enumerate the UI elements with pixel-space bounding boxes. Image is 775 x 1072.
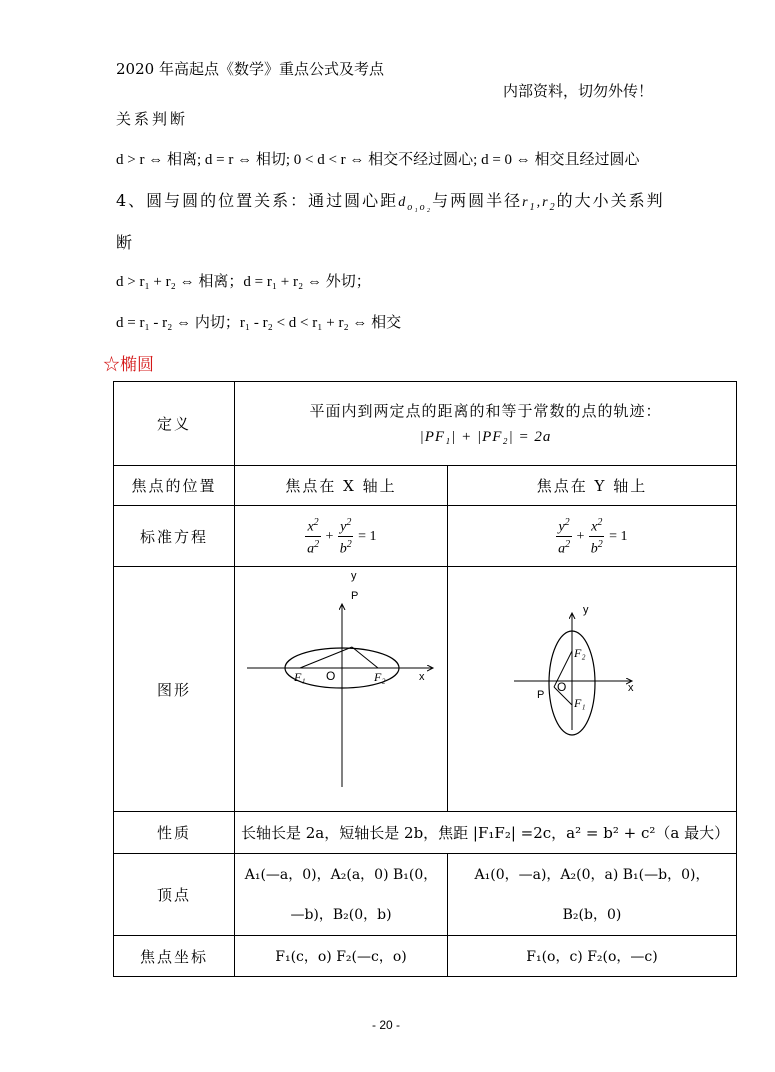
f2-label: F₂ bbox=[574, 646, 586, 660]
f1-label: F₁ bbox=[574, 696, 586, 710]
row-definition bbox=[114, 382, 737, 466]
focus-label: 焦点的位置 bbox=[114, 466, 235, 506]
prop-text: 长轴长是 2a，短轴长是 2b，焦距 |F₁F₂| =2c，a² = b² + c²（a 最大） bbox=[235, 812, 737, 854]
foci-y: F₁(o，c) F₂(o，—c) bbox=[448, 936, 737, 977]
circle-circle-line2: d = r₁ - r₂ ⇔ 内切；r₁ - r₂ < d < r₁ + r₂ ⇔ 相交 bbox=[116, 315, 402, 331]
x-label: x bbox=[628, 682, 634, 694]
origin-label: O bbox=[557, 680, 567, 694]
x-label: x bbox=[419, 671, 425, 683]
ellipse-y-figure bbox=[448, 567, 736, 811]
row-focus-position bbox=[114, 466, 737, 506]
document-title: 2020 年高起点《数学》重点公式及考点 bbox=[116, 60, 384, 78]
circle-line-relation: d > r ⇔ 相离; d = r ⇔ 相切; 0 < d < r ⇔ 相交不经过圆心; d = 0 ⇔ 相交且经过圆心 bbox=[116, 152, 640, 168]
origin-label: O bbox=[326, 669, 336, 683]
vertex-x-line1: A₁(—a，0)，A₂(a，0) B₁(0， bbox=[244, 866, 438, 883]
def-text: 平面内到两定点的距离的和等于常数的点的轨迹： bbox=[309, 401, 662, 420]
vertex-label: 顶点 bbox=[114, 854, 235, 936]
p-label: P bbox=[351, 590, 359, 602]
pf1-line bbox=[300, 647, 352, 668]
foci-x: F₁(c，o) F₂(—c，o) bbox=[235, 936, 448, 977]
def-formula: |PF₁| + |PF₂| = 2a bbox=[419, 428, 552, 445]
eq-y: $\frac{y^2}{a^2}$ + $\frac{x^2}{b^2}$ = 1 bbox=[448, 506, 737, 567]
ellipse-section-title: ☆椭圆 bbox=[103, 355, 154, 375]
fig-label: 图形 bbox=[114, 567, 235, 812]
def-label: 定义 bbox=[114, 382, 235, 466]
f2-label: F₂ bbox=[374, 670, 386, 684]
eq-label: 标准方程 bbox=[114, 506, 235, 567]
ellipse-table bbox=[113, 381, 737, 977]
focus-x-header: 焦点在 X 轴上 bbox=[235, 466, 448, 506]
ellipse-x-figure bbox=[235, 567, 447, 811]
y-label: y bbox=[583, 604, 589, 616]
fig-x-cell bbox=[235, 567, 448, 812]
prop-label: 性质 bbox=[114, 812, 235, 854]
circle-circle-line1: d > r₁ + r₂ ⇔ 相离；d = r₁ + r₂ ⇔ 外切； bbox=[116, 274, 371, 290]
row-vertex bbox=[114, 854, 737, 936]
fig-y-cell bbox=[448, 567, 737, 812]
relation-label: 关系判断 bbox=[116, 110, 189, 128]
vertex-x bbox=[235, 854, 448, 936]
f1-label: F₁ bbox=[294, 670, 306, 684]
focus-y-header: 焦点在 Y 轴上 bbox=[448, 466, 737, 506]
eq-x: $\frac{x^2}{a^2}$ + $\frac{y^2}{b^2}$ = 1 bbox=[235, 506, 448, 567]
row-property bbox=[114, 812, 737, 854]
circle-circle-heading: 4、圆与圆的位置关系：通过圆心距$d_{o_1o_2}$与两圆半径$r_1,r_2$的大小关系判 bbox=[116, 191, 665, 213]
y-label: y bbox=[351, 570, 357, 582]
circle-circle-heading-cont: 断 bbox=[116, 233, 135, 252]
confidential-notice: 内部资料，切勿外传！ bbox=[503, 82, 654, 100]
vertex-y-line2: B₂(b，0) bbox=[562, 906, 622, 923]
vertex-y-line1: A₁(0，—a)，A₂(0，a) B₁(—b，0)， bbox=[474, 866, 710, 883]
vertex-y bbox=[448, 854, 737, 936]
row-standard-equation bbox=[114, 506, 737, 567]
row-figure bbox=[114, 567, 737, 812]
row-foci bbox=[114, 936, 737, 977]
def-content bbox=[235, 382, 737, 466]
p-label: P bbox=[537, 689, 545, 701]
foci-label: 焦点坐标 bbox=[114, 936, 235, 977]
vertex-x-line2: —b)，B₂(0，b) bbox=[290, 906, 392, 923]
page-number: - 20 - bbox=[372, 1018, 401, 1032]
